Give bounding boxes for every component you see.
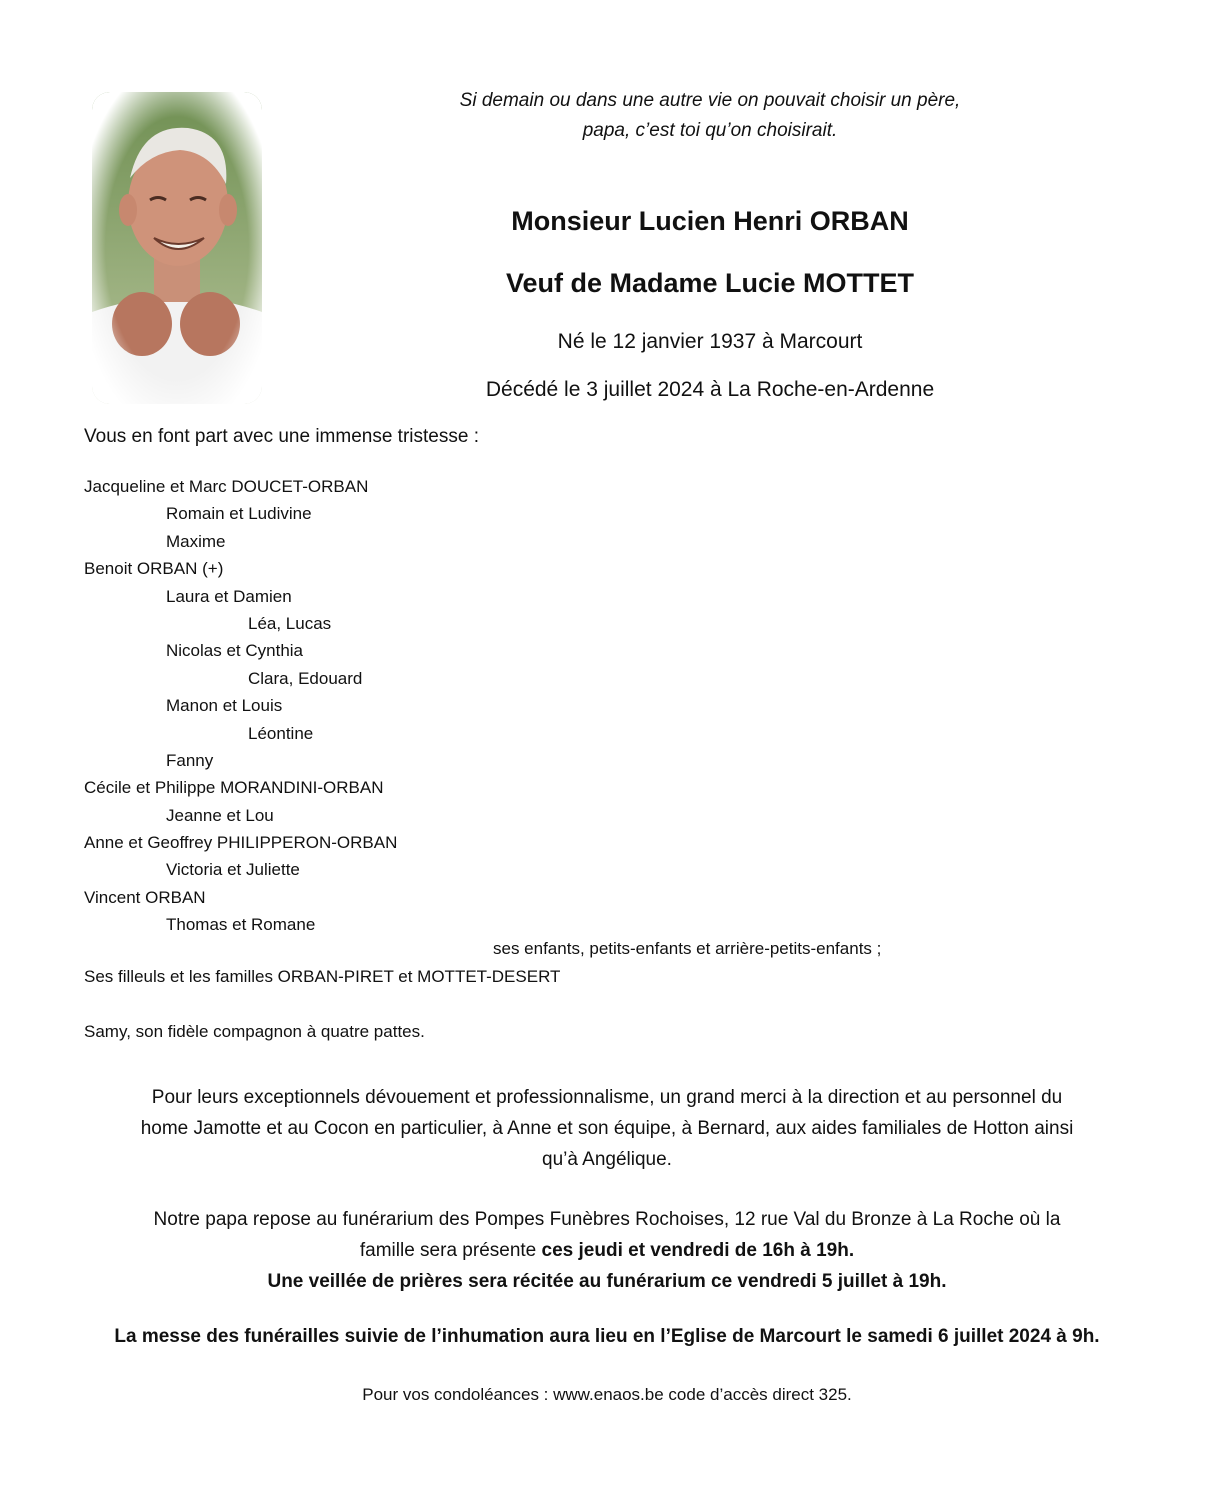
- birth-line: Né le 12 janvier 1937 à Marcourt: [557, 330, 863, 353]
- family-row: Thomas et Romane: [166, 915, 316, 935]
- quote-line-2: papa, c’est toi qu’on choisirait.: [582, 120, 838, 141]
- vigil-text: Une veillée de prières sera récitée au funérarium ce vendredi 5 juillet à 19h.: [267, 1271, 947, 1292]
- family-row: Victoria et Juliette: [166, 860, 300, 880]
- visiting-hours: ces jeudi et vendredi de 16h à 19h.: [541, 1240, 855, 1261]
- family-row: Jeanne et Lou: [166, 805, 274, 825]
- death-line: Décédé le 3 juillet 2024 à La Roche-en-Ardenne: [485, 378, 935, 401]
- memorial-quote: [360, 86, 1060, 146]
- family-row: Cécile et Philippe MORANDINI-ORBAN: [84, 778, 384, 798]
- deceased-name: Monsieur Lucien Henri ORBAN: [511, 206, 909, 236]
- funerarium-paragraph: [84, 1204, 1130, 1297]
- family-row: Clara, Edouard: [248, 668, 363, 688]
- family-row: Nicolas et Cynthia: [166, 641, 304, 661]
- portrait-photo: [92, 92, 262, 404]
- announcement-intro: Vous en font part avec une immense tristesse :: [84, 426, 479, 447]
- vigil-line: [84, 1266, 1130, 1297]
- family-row: Maxime: [166, 531, 226, 551]
- family-row: Léa, Lucas: [248, 613, 332, 633]
- family-row: Léontine: [248, 723, 314, 743]
- funerarium-line-2-text: famille sera présente: [359, 1240, 542, 1261]
- spouse-line: Veuf de Madame Lucie MOTTET: [505, 268, 915, 298]
- family-row: Benoit ORBAN (+): [84, 559, 224, 579]
- family-row: Vincent ORBAN: [84, 887, 206, 907]
- funerarium-line-2: [84, 1235, 1130, 1266]
- funeral-mass-line: La messe des funérailles suivie de l’inhumation aura lieu en l’Eglise de Marcourt le samedi 6 juillet 2024 à 9h.: [114, 1326, 1100, 1347]
- thanks-paragraph: [84, 1082, 1130, 1175]
- condolences-line: Pour vos condoléances : www.enaos.be code d’accès direct 325.: [362, 1385, 852, 1404]
- family-row: Jacqueline et Marc DOUCET-ORBAN: [84, 477, 369, 496]
- family-list: [84, 473, 984, 939]
- family-row: Romain et Ludivine: [166, 504, 312, 524]
- family-row: Fanny: [166, 750, 214, 770]
- family-row: Anne et Geoffrey PHILIPPERON-ORBAN: [84, 833, 398, 853]
- thanks-line-3: qu’à Angélique.: [542, 1149, 672, 1170]
- family-summary: ses enfants, petits-enfants et arrière-petits-enfants ;: [493, 939, 882, 958]
- thanks-line-2: home Jamotte et au Cocon en particulier, à Anne et son équipe, à Bernard, aux aides familiales de Hotton ainsi: [140, 1118, 1074, 1139]
- thanks-line-1: Pour leurs exceptionnels dévouement et professionnalisme, un grand merci à la direction et au personnel du: [151, 1087, 1063, 1108]
- pet-line: Samy, son fidèle compagnon à quatre pattes.: [84, 1022, 425, 1041]
- quote-line-1: Si demain ou dans une autre vie on pouvait choisir un père,: [459, 90, 961, 111]
- godchildren-line: Ses filleuls et les familles ORBAN-PIRET et MOTTET-DESERT: [84, 967, 561, 986]
- family-row: Laura et Damien: [166, 586, 292, 606]
- funerarium-line-1: Notre papa repose au funérarium des Pompes Funèbres Rochoises, 12 rue Val du Bronze à La Roche où la: [153, 1209, 1061, 1230]
- family-row: Manon et Louis: [166, 696, 283, 716]
